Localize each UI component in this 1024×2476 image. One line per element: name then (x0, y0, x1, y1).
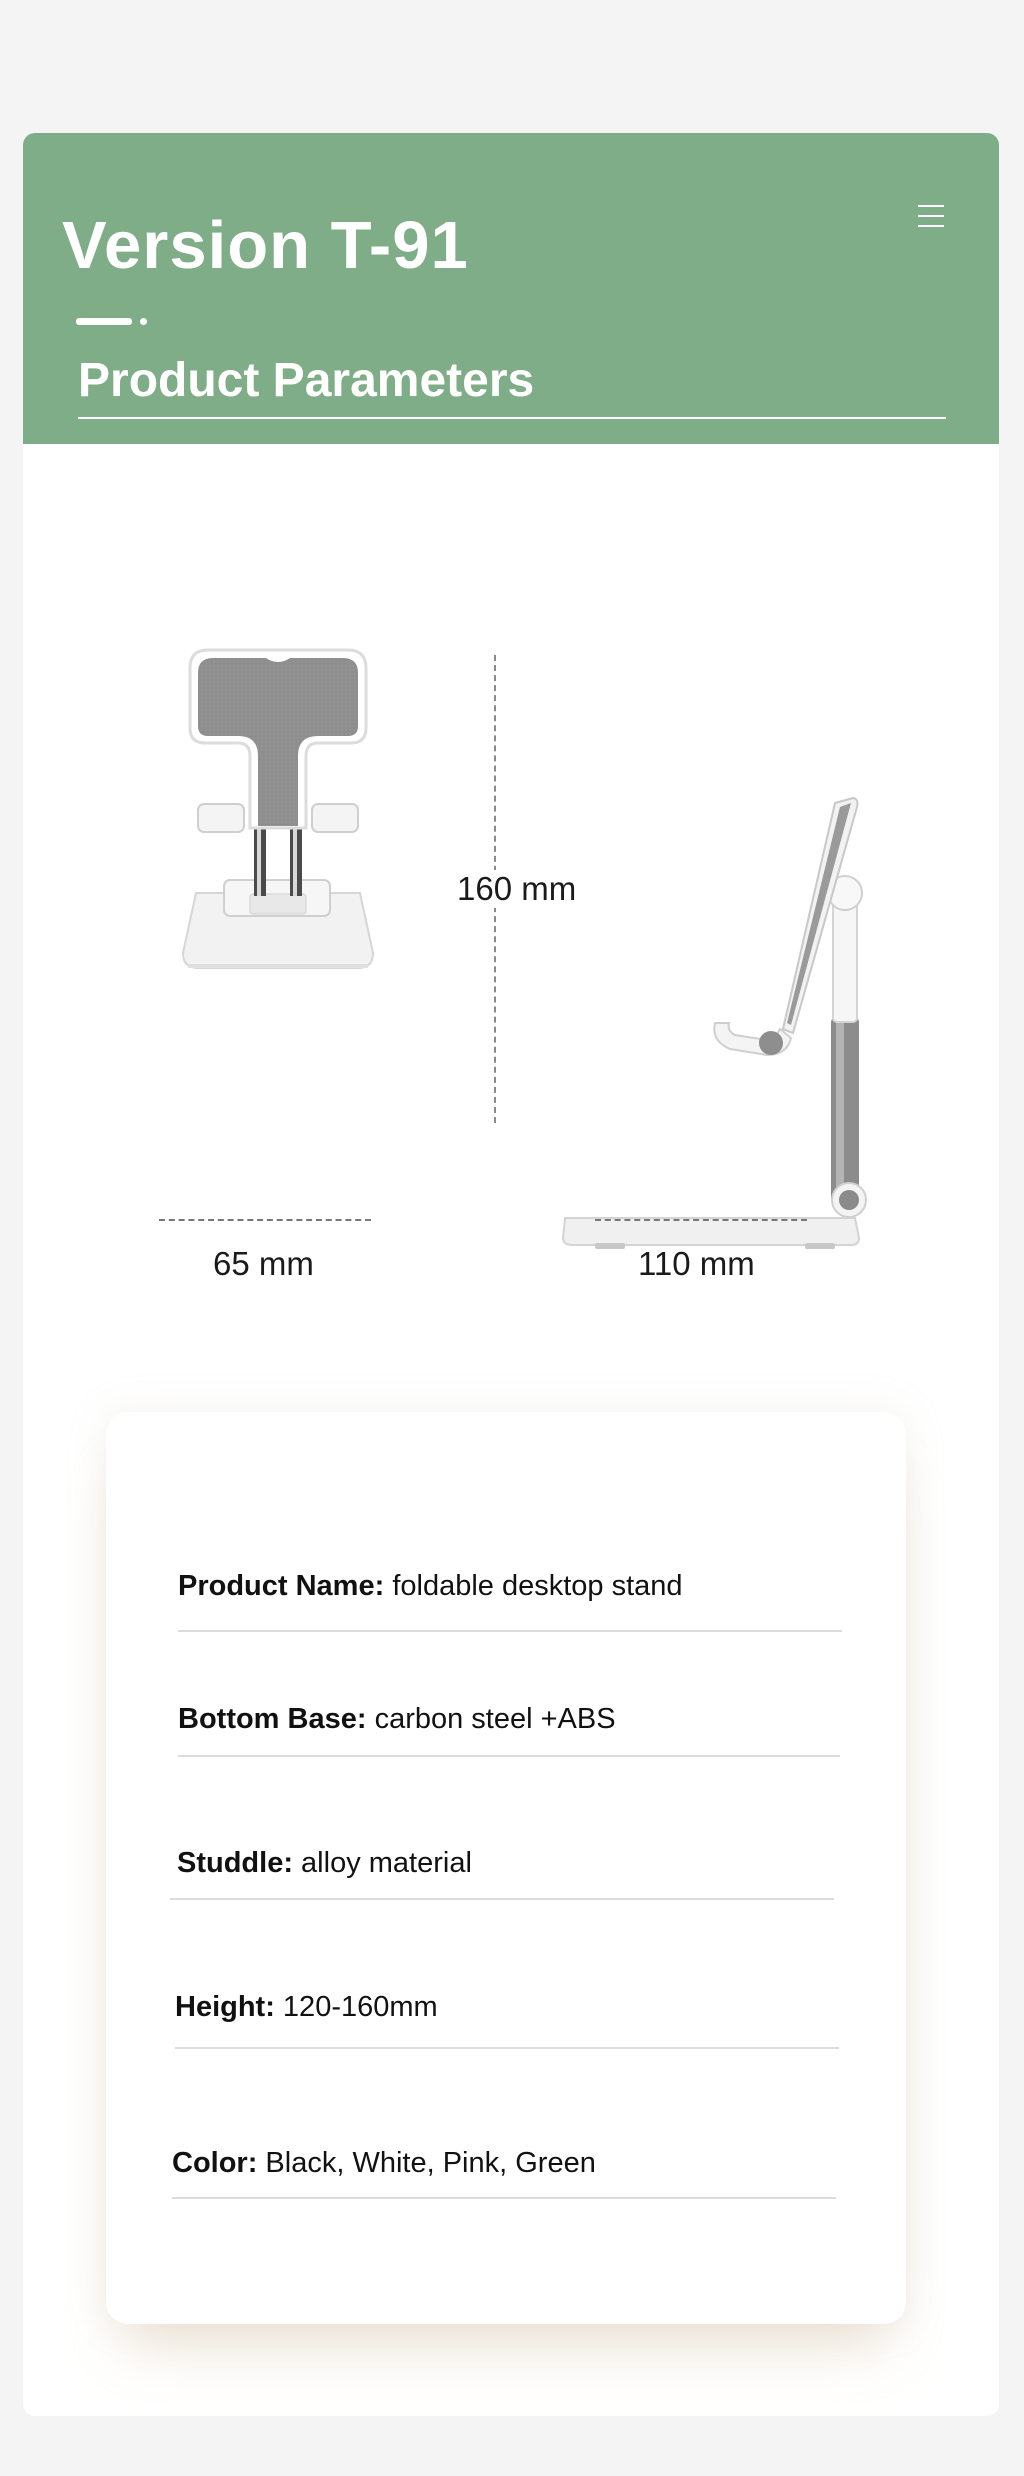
spec-divider (175, 2047, 839, 2049)
spec-divider (170, 1898, 834, 1900)
spec-key: Studdle: (177, 1847, 293, 1879)
spec-key: Product Name: (178, 1570, 385, 1602)
header-banner (23, 133, 999, 444)
spec-divider (172, 2197, 836, 2199)
spec-row-height (175, 1991, 438, 2024)
spec-value: Black, White, Pink, Green (257, 2147, 596, 2179)
stand-front-view-illustration (168, 648, 393, 978)
spec-key: Bottom Base: (178, 1703, 367, 1735)
width-dimension-label: 65 mm (213, 1245, 314, 1282)
spec-value: 120-160mm (274, 1991, 438, 2023)
stand-side-view-illustration (535, 793, 880, 1263)
spec-divider (178, 1755, 840, 1757)
depth-dimension-label: 110 mm (638, 1245, 755, 1282)
header-divider (78, 417, 946, 419)
spec-value: alloy material (293, 1847, 472, 1879)
section-title: Product Parameters (78, 354, 535, 407)
decorative-dot (140, 318, 147, 325)
height-dimension-label: 160 mm (453, 870, 580, 908)
spec-key: Height: (175, 1991, 275, 2023)
spec-divider (178, 1630, 842, 1632)
decorative-dash (76, 318, 132, 325)
specifications-panel (106, 1412, 906, 2324)
spec-value: carbon steel +ABS (366, 1703, 616, 1735)
hamburger-menu-icon[interactable] (918, 203, 948, 229)
spec-value: foldable desktop stand (384, 1570, 683, 1602)
depth-dimension-line (595, 1219, 807, 1221)
version-title: Version T-91 (62, 208, 469, 283)
spec-row-studdle (177, 1847, 472, 1880)
spec-row-product-name (178, 1570, 683, 1603)
width-dimension-line (159, 1219, 371, 1221)
spec-row-bottom-base (178, 1703, 616, 1736)
spec-row-color (172, 2147, 596, 2180)
spec-key: Color: (172, 2147, 258, 2179)
